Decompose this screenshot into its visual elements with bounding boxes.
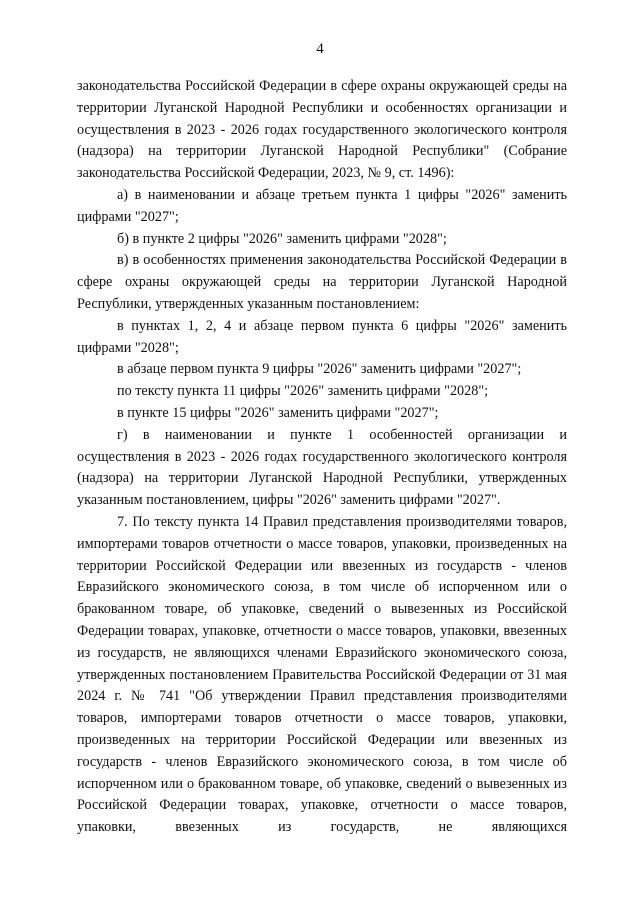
document-body [77, 76, 567, 839]
paragraph-item-v-point9: в абзаце первом пункта 9 цифры "2026" заменить цифрами "2027"; [117, 361, 522, 378]
paragraph-section-7: 7. По тексту пункта 14 Правил представления производителями товаров, импортерами товаров отчетности о массе товаров, упаковки, произведенных на территории Российской Федерации или ввезенных из государств - членов Евразийского экономического союза, в том числе об испорченном или о бракованном товаре, об упаковке, сведений о вывезенных из Российской Федерации товарах, упаковке, отчетности о массе товаров, упаковки, ввезенных из государств, не являющихся членами Евразийского экономического союза, утвержденных постановлением Правительства Российской Федерации от 31 мая 2024 г. № 741 "Об утверждении Правил представления производителями товаров, импортерами товаров отчетности о массе товаров, упаковки, произведенных на территории Российской Федерации или ввезенных из государств - членов Евразийского экономического союза, в том числе об испорченном или о бракованном товаре, об упаковке, сведений о вывезенных из Российской Федерации товарах, упаковке, отчетности о массе товаров, упаковки, ввезенных из государств, не являющихся [77, 513, 567, 836]
paragraph-item-v: в) в особенностях применения законодательства Российской Федерации в сфере охраны окружающей среды на территории Луганской Народной Республики, утвержденных указанным постановлением: [77, 252, 567, 312]
paragraph-item-v-points: в пунктах 1, 2, 4 и абзаце первом пункта 6 цифры "2026" заменить цифрами "2028"; [77, 317, 567, 356]
page-number: 4 [316, 41, 324, 57]
paragraph-item-g: г) в наименовании и пункте 1 особенностей организации и осуществления в 2023 - 2026 годах государственного экологического контроля (надзора) на территории Луганской Народной Республики, утвержденных указанным постановлением, цифры "2026" заменить цифрами "2027". [77, 426, 567, 509]
paragraph-item-v-point11: по тексту пункта 11 цифры "2026" заменить цифрами "2028"; [117, 383, 489, 400]
paragraph-item-v-point15: в пункте 15 цифры "2026" заменить цифрами "2027"; [117, 404, 439, 421]
paragraph-intro-continuation: законодательства Российской Федерации в сфере охраны окружающей среды на территории Луганской Народной Республики и особенностях организации и осуществления в 2023 - 2026 годах государственного экологического контроля (надзора) на территории Луганской Народной Республики" (Собрание законодательства Российской Федерации, 2023, № 9, ст. 1496): [77, 78, 567, 182]
paragraph-item-b: б) в пункте 2 цифры "2026" заменить цифрами "2028"; [117, 230, 447, 247]
paragraph-item-a: а) в наименовании и абзаце третьем пункта 1 цифры "2026" заменить цифрами "2027"; [77, 186, 567, 225]
